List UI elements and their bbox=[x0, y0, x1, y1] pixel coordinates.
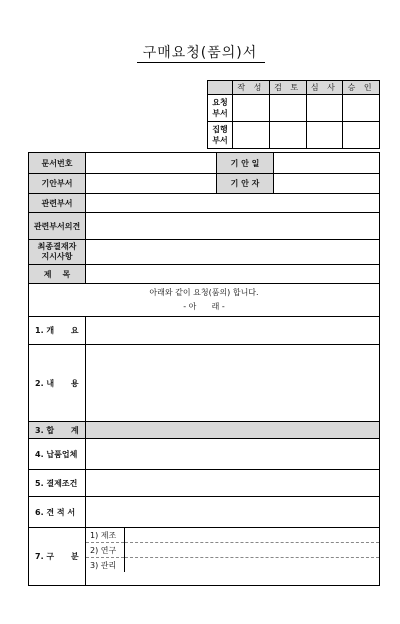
approval-row-label-exec bbox=[208, 122, 233, 149]
related-opinion-label: 관련부서의견 bbox=[29, 213, 86, 240]
approval-row-label-line1: 요청 bbox=[212, 98, 228, 107]
category-option-field[interactable] bbox=[125, 543, 380, 558]
category-option-field[interactable] bbox=[125, 558, 380, 573]
request-form-table bbox=[28, 152, 380, 586]
category-label: 7. 구 분 bbox=[29, 528, 86, 586]
approval-row-label-request bbox=[208, 95, 233, 122]
approval-table bbox=[207, 80, 380, 149]
payment-label: 5. 결제조건 bbox=[29, 470, 86, 497]
estimate-label: 6. 견 적 서 bbox=[29, 497, 86, 528]
doc-no-label: 문서번호 bbox=[29, 153, 86, 174]
final-approver-label bbox=[29, 240, 86, 265]
final-approver-label-line2: 지시사항 bbox=[41, 252, 73, 261]
subject-label: 제 목 bbox=[29, 265, 86, 284]
total-field[interactable] bbox=[86, 422, 380, 439]
category-options-table bbox=[86, 528, 379, 572]
approval-header-write: 작 성 bbox=[233, 81, 270, 95]
category-option-management[interactable]: 3) 관리 bbox=[86, 558, 125, 573]
title-underline bbox=[137, 62, 265, 63]
draft-dept-label: 기안부서 bbox=[29, 174, 86, 194]
payment-field[interactable] bbox=[86, 470, 380, 497]
approval-sign-cell[interactable] bbox=[269, 122, 306, 149]
category-options bbox=[86, 528, 380, 586]
approval-sign-cell[interactable] bbox=[269, 95, 306, 122]
draft-date-field[interactable] bbox=[274, 153, 380, 174]
final-approver-label-line1: 최종결재자 bbox=[37, 242, 77, 251]
vendor-label: 4. 납품업체 bbox=[29, 439, 86, 470]
approval-header-audit: 심 사 bbox=[306, 81, 343, 95]
approval-row-label-line2: 부서 bbox=[212, 109, 228, 118]
content-field[interactable] bbox=[86, 345, 380, 422]
category-option-research[interactable]: 2) 연구 bbox=[86, 543, 125, 558]
document-title: 구매요청(품의)서 bbox=[142, 45, 258, 61]
approval-header-review: 검 토 bbox=[269, 81, 306, 95]
final-approver-field[interactable] bbox=[86, 240, 380, 265]
draft-dept-field[interactable] bbox=[86, 174, 217, 194]
approval-sign-cell[interactable] bbox=[343, 95, 380, 122]
approval-sign-cell[interactable] bbox=[343, 122, 380, 149]
approval-sign-cell[interactable] bbox=[306, 122, 343, 149]
related-dept-label: 관련부서 bbox=[29, 194, 86, 213]
content-label: 2. 내 용 bbox=[29, 345, 86, 422]
doc-no-field[interactable] bbox=[86, 153, 217, 174]
overview-field[interactable] bbox=[86, 317, 380, 345]
drafter-field[interactable] bbox=[274, 174, 380, 194]
related-opinion-field[interactable] bbox=[86, 213, 380, 240]
request-note bbox=[29, 284, 380, 317]
approval-sign-cell[interactable] bbox=[233, 122, 270, 149]
request-note-line1: 아래와 같이 요청(품의) 합니다. bbox=[149, 288, 259, 297]
subject-field[interactable] bbox=[86, 265, 380, 284]
drafter-label: 기 안 자 bbox=[217, 174, 274, 194]
estimate-field[interactable] bbox=[86, 497, 380, 528]
approval-sign-cell[interactable] bbox=[233, 95, 270, 122]
approval-corner bbox=[208, 81, 233, 95]
vendor-field[interactable] bbox=[86, 439, 380, 470]
total-label: 3. 합 계 bbox=[29, 422, 86, 439]
draft-date-label: 기 안 일 bbox=[217, 153, 274, 174]
category-option-manufacturing[interactable]: 1) 제조 bbox=[86, 528, 125, 543]
approval-header-approve: 승 인 bbox=[343, 81, 380, 95]
overview-label: 1. 개 요 bbox=[29, 317, 86, 345]
request-note-line2: - 아 래 - bbox=[183, 302, 225, 311]
category-option-field[interactable] bbox=[125, 528, 380, 543]
approval-sign-cell[interactable] bbox=[306, 95, 343, 122]
approval-row-label-line1: 집행 bbox=[212, 125, 228, 134]
approval-row-label-line2: 부서 bbox=[212, 136, 228, 145]
related-dept-field[interactable] bbox=[86, 194, 380, 213]
